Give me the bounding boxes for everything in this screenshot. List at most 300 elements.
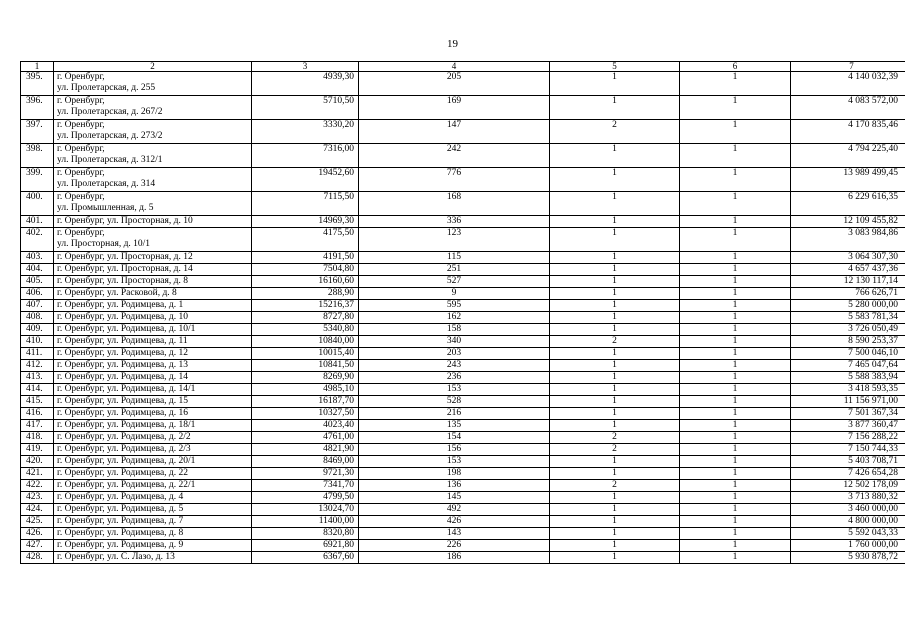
column-6-cell: 1: [680, 276, 791, 288]
address-cell: [54, 372, 252, 384]
row-number-cell: 411.: [21, 348, 54, 360]
cost-cell: 1 760 000,00: [791, 540, 905, 552]
cost-cell: 7 465 047,64: [791, 360, 905, 372]
area-cell: 10327,50: [252, 408, 359, 420]
cost-cell: 5 930 878,72: [791, 552, 905, 564]
address-cell: [54, 552, 252, 564]
header-row: [21, 62, 905, 72]
row-number-cell: 410.: [21, 336, 54, 348]
address-line: г. Оренбург, ул. Родимцева, д. 11: [57, 336, 188, 346]
row-number-cell: 407.: [21, 300, 54, 312]
area-cell: 7115,50: [252, 192, 359, 216]
column-6-cell: 1: [680, 492, 791, 504]
column-4-cell: 145: [359, 492, 550, 504]
cost-cell: 13 989 499,45: [791, 168, 905, 192]
column-4-cell: 154: [359, 432, 550, 444]
cost-cell: 7 426 654,28: [791, 468, 905, 480]
area-cell: 6367,60: [252, 552, 359, 564]
column-header-3: 3: [252, 62, 359, 72]
column-5-cell: 1: [550, 312, 680, 324]
row-number-cell: 415.: [21, 396, 54, 408]
column-5-cell: 1: [550, 300, 680, 312]
column-6-cell: 1: [680, 216, 791, 228]
area-cell: 8469,00: [252, 456, 359, 468]
address-cell: [54, 468, 252, 480]
table-row: [21, 384, 905, 396]
row-number-cell: 412.: [21, 360, 54, 372]
table-row: [21, 96, 905, 120]
address-cell: [54, 492, 252, 504]
cost-cell: 5 588 383,94: [791, 372, 905, 384]
area-cell: 8727,80: [252, 312, 359, 324]
column-6-cell: 1: [680, 192, 791, 216]
cost-cell: 12 130 117,14: [791, 276, 905, 288]
address-line: г. Оренбург, ул. Просторная, д. 12: [57, 252, 193, 262]
cost-cell: 3 083 984,86: [791, 228, 905, 252]
column-4-cell: 492: [359, 504, 550, 516]
column-6-cell: 1: [680, 312, 791, 324]
area-cell: 11400,00: [252, 516, 359, 528]
table-row: [21, 372, 905, 384]
address-line: г. Оренбург, ул. Родимцева, д. 22: [57, 468, 189, 478]
row-number-cell: 409.: [21, 324, 54, 336]
table-row: [21, 324, 905, 336]
cost-cell: 7 500 046,10: [791, 348, 905, 360]
table-row: [21, 456, 905, 468]
column-5-cell: 2: [550, 336, 680, 348]
area-cell: 15216,37: [252, 300, 359, 312]
cost-cell: 7 150 744,33: [791, 444, 905, 456]
column-header-7: 7: [791, 62, 905, 72]
address-line: ул. Промышленная, д. 5: [57, 203, 154, 213]
row-number-cell: 399.: [21, 168, 54, 192]
column-4-cell: 426: [359, 516, 550, 528]
row-number-cell: 413.: [21, 372, 54, 384]
column-4-cell: 156: [359, 444, 550, 456]
area-cell: 4175,50: [252, 228, 359, 252]
column-6-cell: 1: [680, 444, 791, 456]
cost-cell: 8 590 253,37: [791, 336, 905, 348]
address-cell: [54, 120, 252, 144]
row-number-cell: 395.: [21, 72, 54, 96]
table-row: [21, 300, 905, 312]
column-4-cell: 169: [359, 96, 550, 120]
column-6-cell: 1: [680, 480, 791, 492]
address-cell: [54, 408, 252, 420]
cost-cell: 4 170 835,46: [791, 120, 905, 144]
address-line: г. Оренбург, ул. Родимцева, д. 10/1: [57, 324, 196, 334]
column-5-cell: 1: [550, 468, 680, 480]
table-row: [21, 192, 905, 216]
table-body: [21, 72, 905, 564]
address-line: г. Оренбург, ул. Родимцева, д. 7: [57, 516, 184, 526]
column-6-cell: 1: [680, 360, 791, 372]
address-line: г. Оренбург, ул. Родимцева, д. 22/1: [57, 480, 196, 490]
column-5-cell: 1: [550, 540, 680, 552]
column-6-cell: 1: [680, 168, 791, 192]
row-number-cell: 428.: [21, 552, 54, 564]
address-cell: [54, 312, 252, 324]
cost-cell: 4 140 032,39: [791, 72, 905, 96]
area-cell: 14969,30: [252, 216, 359, 228]
area-cell: 8320,80: [252, 528, 359, 540]
column-6-cell: 1: [680, 144, 791, 168]
cost-cell: 5 592 043,33: [791, 528, 905, 540]
address-line: г. Оренбург, ул. Просторная, д. 10: [57, 216, 193, 226]
column-5-cell: 1: [550, 408, 680, 420]
area-cell: 4821,90: [252, 444, 359, 456]
column-4-cell: 251: [359, 264, 550, 276]
page-number: 19: [447, 38, 458, 50]
column-5-cell: 1: [550, 492, 680, 504]
row-number-cell: 420.: [21, 456, 54, 468]
address-line: г. Оренбург, ул. Родимцева, д. 12: [57, 348, 189, 358]
area-cell: 8269,90: [252, 372, 359, 384]
cost-cell: 7 156 288,22: [791, 432, 905, 444]
row-number-cell: 421.: [21, 468, 54, 480]
address-line: г. Оренбург,: [57, 96, 105, 106]
address-line: ул. Пролетарская, д. 312/1: [57, 155, 163, 165]
address-cell: [54, 192, 252, 216]
area-cell: 10015,40: [252, 348, 359, 360]
address-line: ул. Пролетарская, д. 273/2: [57, 131, 163, 141]
row-number-cell: 397.: [21, 120, 54, 144]
address-line: г. Оренбург,: [57, 168, 105, 178]
address-cell: [54, 144, 252, 168]
row-number-cell: 426.: [21, 528, 54, 540]
row-number-cell: 422.: [21, 480, 54, 492]
row-number-cell: 425.: [21, 516, 54, 528]
table-row: [21, 468, 905, 480]
column-6-cell: 1: [680, 120, 791, 144]
column-6-cell: 1: [680, 336, 791, 348]
row-number-cell: 417.: [21, 420, 54, 432]
address-cell: [54, 420, 252, 432]
area-cell: 10841,50: [252, 360, 359, 372]
column-4-cell: 776: [359, 168, 550, 192]
area-cell: 7341,70: [252, 480, 359, 492]
data-table: [20, 61, 905, 564]
cost-cell: 12 502 178,09: [791, 480, 905, 492]
column-6-cell: 1: [680, 504, 791, 516]
column-header-6: 6: [680, 62, 791, 72]
table-row: [21, 264, 905, 276]
column-6-cell: 1: [680, 288, 791, 300]
address-line: г. Оренбург, ул. Родимцева, д. 15: [57, 396, 189, 406]
address-line: г. Оренбург, ул. Просторная, д. 14: [57, 264, 193, 274]
cost-cell: 3 460 000,00: [791, 504, 905, 516]
column-4-cell: 595: [359, 300, 550, 312]
cost-cell: 3 418 593,35: [791, 384, 905, 396]
table-row: [21, 336, 905, 348]
row-number-cell: 423.: [21, 492, 54, 504]
area-cell: 4191,50: [252, 252, 359, 264]
column-6-cell: 1: [680, 408, 791, 420]
address-line: г. Оренбург, ул. Родимцева, д. 10: [57, 312, 189, 322]
column-6-cell: 1: [680, 456, 791, 468]
table-row: [21, 288, 905, 300]
column-6-cell: 1: [680, 96, 791, 120]
area-cell: 6921,80: [252, 540, 359, 552]
column-header-1: 1: [21, 62, 54, 72]
table-row: [21, 252, 905, 264]
row-number-cell: 396.: [21, 96, 54, 120]
column-5-cell: 2: [550, 444, 680, 456]
column-4-cell: 205: [359, 72, 550, 96]
column-header-5: 5: [550, 62, 680, 72]
address-cell: [54, 276, 252, 288]
column-5-cell: 1: [550, 528, 680, 540]
column-5-cell: 1: [550, 144, 680, 168]
cost-cell: 4 800 000,00: [791, 516, 905, 528]
column-header-2: 2: [54, 62, 252, 72]
address-line: г. Оренбург,: [57, 72, 105, 82]
column-5-cell: 1: [550, 552, 680, 564]
area-cell: 5710,50: [252, 96, 359, 120]
cost-cell: 4 794 225,40: [791, 144, 905, 168]
column-5-cell: 1: [550, 516, 680, 528]
column-5-cell: 2: [550, 120, 680, 144]
column-4-cell: 216: [359, 408, 550, 420]
address-cell: [54, 228, 252, 252]
column-4-cell: 340: [359, 336, 550, 348]
row-number-cell: 414.: [21, 384, 54, 396]
row-number-cell: 404.: [21, 264, 54, 276]
column-4-cell: 336: [359, 216, 550, 228]
column-5-cell: 2: [550, 480, 680, 492]
address-line: ул. Пролетарская, д. 314: [57, 179, 156, 189]
column-5-cell: 1: [550, 288, 680, 300]
row-number-cell: 403.: [21, 252, 54, 264]
address-cell: [54, 432, 252, 444]
column-4-cell: 162: [359, 312, 550, 324]
address-line: г. Оренбург, ул. Родимцева, д. 13: [57, 360, 189, 370]
address-line: г. Оренбург,: [57, 120, 105, 130]
address-cell: [54, 516, 252, 528]
column-5-cell: 1: [550, 264, 680, 276]
area-cell: 4939,30: [252, 72, 359, 96]
table-row: [21, 516, 905, 528]
column-6-cell: 1: [680, 420, 791, 432]
column-5-cell: 1: [550, 72, 680, 96]
address-line: г. Оренбург, ул. Родимцева, д. 9: [57, 540, 184, 550]
table-row: [21, 168, 905, 192]
column-4-cell: 147: [359, 120, 550, 144]
table-row: [21, 408, 905, 420]
column-6-cell: 1: [680, 228, 791, 252]
address-cell: [54, 528, 252, 540]
table-row: [21, 528, 905, 540]
address-cell: [54, 480, 252, 492]
table-row: [21, 444, 905, 456]
cost-cell: 3 713 880,32: [791, 492, 905, 504]
column-6-cell: 1: [680, 540, 791, 552]
address-cell: [54, 444, 252, 456]
column-6-cell: 1: [680, 372, 791, 384]
address-cell: [54, 300, 252, 312]
table-row: [21, 540, 905, 552]
column-4-cell: 158: [359, 324, 550, 336]
row-number-cell: 408.: [21, 312, 54, 324]
area-cell: 4023,40: [252, 420, 359, 432]
address-line: г. Оренбург, ул. Родимцева, д. 4: [57, 492, 184, 502]
column-6-cell: 1: [680, 348, 791, 360]
address-cell: [54, 216, 252, 228]
column-5-cell: 1: [550, 420, 680, 432]
address-line: г. Оренбург, ул. Родимцева, д. 5: [57, 504, 184, 514]
column-6-cell: 1: [680, 552, 791, 564]
area-cell: 16160,60: [252, 276, 359, 288]
address-line: ул. Пролетарская, д. 255: [57, 83, 156, 93]
column-4-cell: 242: [359, 144, 550, 168]
column-4-cell: 198: [359, 468, 550, 480]
address-line: г. Оренбург, ул. Родимцева, д. 2/2: [57, 432, 191, 442]
column-4-cell: 9: [359, 288, 550, 300]
column-6-cell: 1: [680, 528, 791, 540]
column-4-cell: 243: [359, 360, 550, 372]
address-cell: [54, 540, 252, 552]
address-line: г. Оренбург, ул. Родимцева, д. 16: [57, 408, 189, 418]
column-6-cell: 1: [680, 384, 791, 396]
address-cell: [54, 360, 252, 372]
column-5-cell: 1: [550, 276, 680, 288]
column-5-cell: 1: [550, 396, 680, 408]
address-cell: [54, 396, 252, 408]
column-5-cell: 1: [550, 360, 680, 372]
area-cell: 10840,00: [252, 336, 359, 348]
address-cell: [54, 96, 252, 120]
table-row: [21, 492, 905, 504]
cost-cell: 4 657 437,36: [791, 264, 905, 276]
address-line: г. Оренбург, ул. Родимцева, д. 14/1: [57, 384, 196, 394]
address-line: г. Оренбург, ул. Родимцева, д. 14: [57, 372, 189, 382]
column-5-cell: 1: [550, 228, 680, 252]
column-6-cell: 1: [680, 516, 791, 528]
address-cell: [54, 336, 252, 348]
address-line: ул. Пролетарская, д. 267/2: [57, 107, 163, 117]
column-4-cell: 143: [359, 528, 550, 540]
column-5-cell: 1: [550, 192, 680, 216]
column-4-cell: 153: [359, 384, 550, 396]
table-row: [21, 144, 905, 168]
column-5-cell: 1: [550, 96, 680, 120]
table-row: [21, 432, 905, 444]
column-5-cell: 1: [550, 384, 680, 396]
table-row: [21, 228, 905, 252]
column-6-cell: 1: [680, 432, 791, 444]
column-5-cell: 1: [550, 372, 680, 384]
address-cell: [54, 324, 252, 336]
table-row: [21, 504, 905, 516]
cost-cell: 7 501 367,34: [791, 408, 905, 420]
row-number-cell: 406.: [21, 288, 54, 300]
row-number-cell: 401.: [21, 216, 54, 228]
column-6-cell: 1: [680, 468, 791, 480]
column-5-cell: 1: [550, 216, 680, 228]
column-4-cell: 528: [359, 396, 550, 408]
row-number-cell: 398.: [21, 144, 54, 168]
table-row: [21, 552, 905, 564]
address-line: ул. Просторная, д. 10/1: [57, 239, 151, 249]
area-cell: 4761,00: [252, 432, 359, 444]
area-cell: 288,90: [252, 288, 359, 300]
cost-cell: 5 280 000,00: [791, 300, 905, 312]
column-4-cell: 186: [359, 552, 550, 564]
address-cell: [54, 504, 252, 516]
column-4-cell: 168: [359, 192, 550, 216]
cost-cell: 3 877 360,47: [791, 420, 905, 432]
column-6-cell: 1: [680, 72, 791, 96]
column-6-cell: 1: [680, 324, 791, 336]
table-row: [21, 396, 905, 408]
column-5-cell: 1: [550, 252, 680, 264]
address-cell: [54, 168, 252, 192]
column-4-cell: 203: [359, 348, 550, 360]
column-6-cell: 1: [680, 252, 791, 264]
address-line: г. Оренбург, ул. С. Лазо, д. 13: [57, 552, 175, 562]
cost-cell: 5 403 708,71: [791, 456, 905, 468]
row-number-cell: 416.: [21, 408, 54, 420]
column-5-cell: 1: [550, 324, 680, 336]
row-number-cell: 418.: [21, 432, 54, 444]
area-cell: 7316,00: [252, 144, 359, 168]
row-number-cell: 405.: [21, 276, 54, 288]
cost-cell: 12 109 455,82: [791, 216, 905, 228]
column-4-cell: 135: [359, 420, 550, 432]
column-6-cell: 1: [680, 396, 791, 408]
row-number-cell: 400.: [21, 192, 54, 216]
address-line: г. Оренбург,: [57, 192, 105, 202]
address-cell: [54, 252, 252, 264]
table-row: [21, 420, 905, 432]
area-cell: 16187,70: [252, 396, 359, 408]
address-line: г. Оренбург, ул. Родимцева, д. 18/1: [57, 420, 196, 430]
column-6-cell: 1: [680, 300, 791, 312]
row-number-cell: 402.: [21, 228, 54, 252]
address-cell: [54, 384, 252, 396]
table-row: [21, 276, 905, 288]
table-row: [21, 72, 905, 96]
cost-cell: 11 156 971,00: [791, 396, 905, 408]
address-line: г. Оренбург,: [57, 228, 105, 238]
address-line: г. Оренбург, ул. Просторная, д. 8: [57, 276, 188, 286]
table-row: [21, 312, 905, 324]
column-4-cell: 527: [359, 276, 550, 288]
column-4-cell: 136: [359, 480, 550, 492]
address-cell: [54, 264, 252, 276]
cost-cell: 3 726 050,49: [791, 324, 905, 336]
address-line: г. Оренбург,: [57, 144, 105, 154]
column-5-cell: 1: [550, 348, 680, 360]
row-number-cell: 419.: [21, 444, 54, 456]
column-header-4: 4: [359, 62, 550, 72]
cost-cell: 6 229 616,35: [791, 192, 905, 216]
address-cell: [54, 72, 252, 96]
area-cell: 5340,80: [252, 324, 359, 336]
table-row: [21, 120, 905, 144]
column-6-cell: 1: [680, 264, 791, 276]
address-line: г. Оренбург, ул. Родимцева, д. 20/1: [57, 456, 196, 466]
column-4-cell: 115: [359, 252, 550, 264]
table-row: [21, 348, 905, 360]
area-cell: 4985,10: [252, 384, 359, 396]
cost-cell: 766 626,71: [791, 288, 905, 300]
row-number-cell: 427.: [21, 540, 54, 552]
address-cell: [54, 348, 252, 360]
column-5-cell: 1: [550, 456, 680, 468]
area-cell: 9721,30: [252, 468, 359, 480]
column-5-cell: 2: [550, 432, 680, 444]
